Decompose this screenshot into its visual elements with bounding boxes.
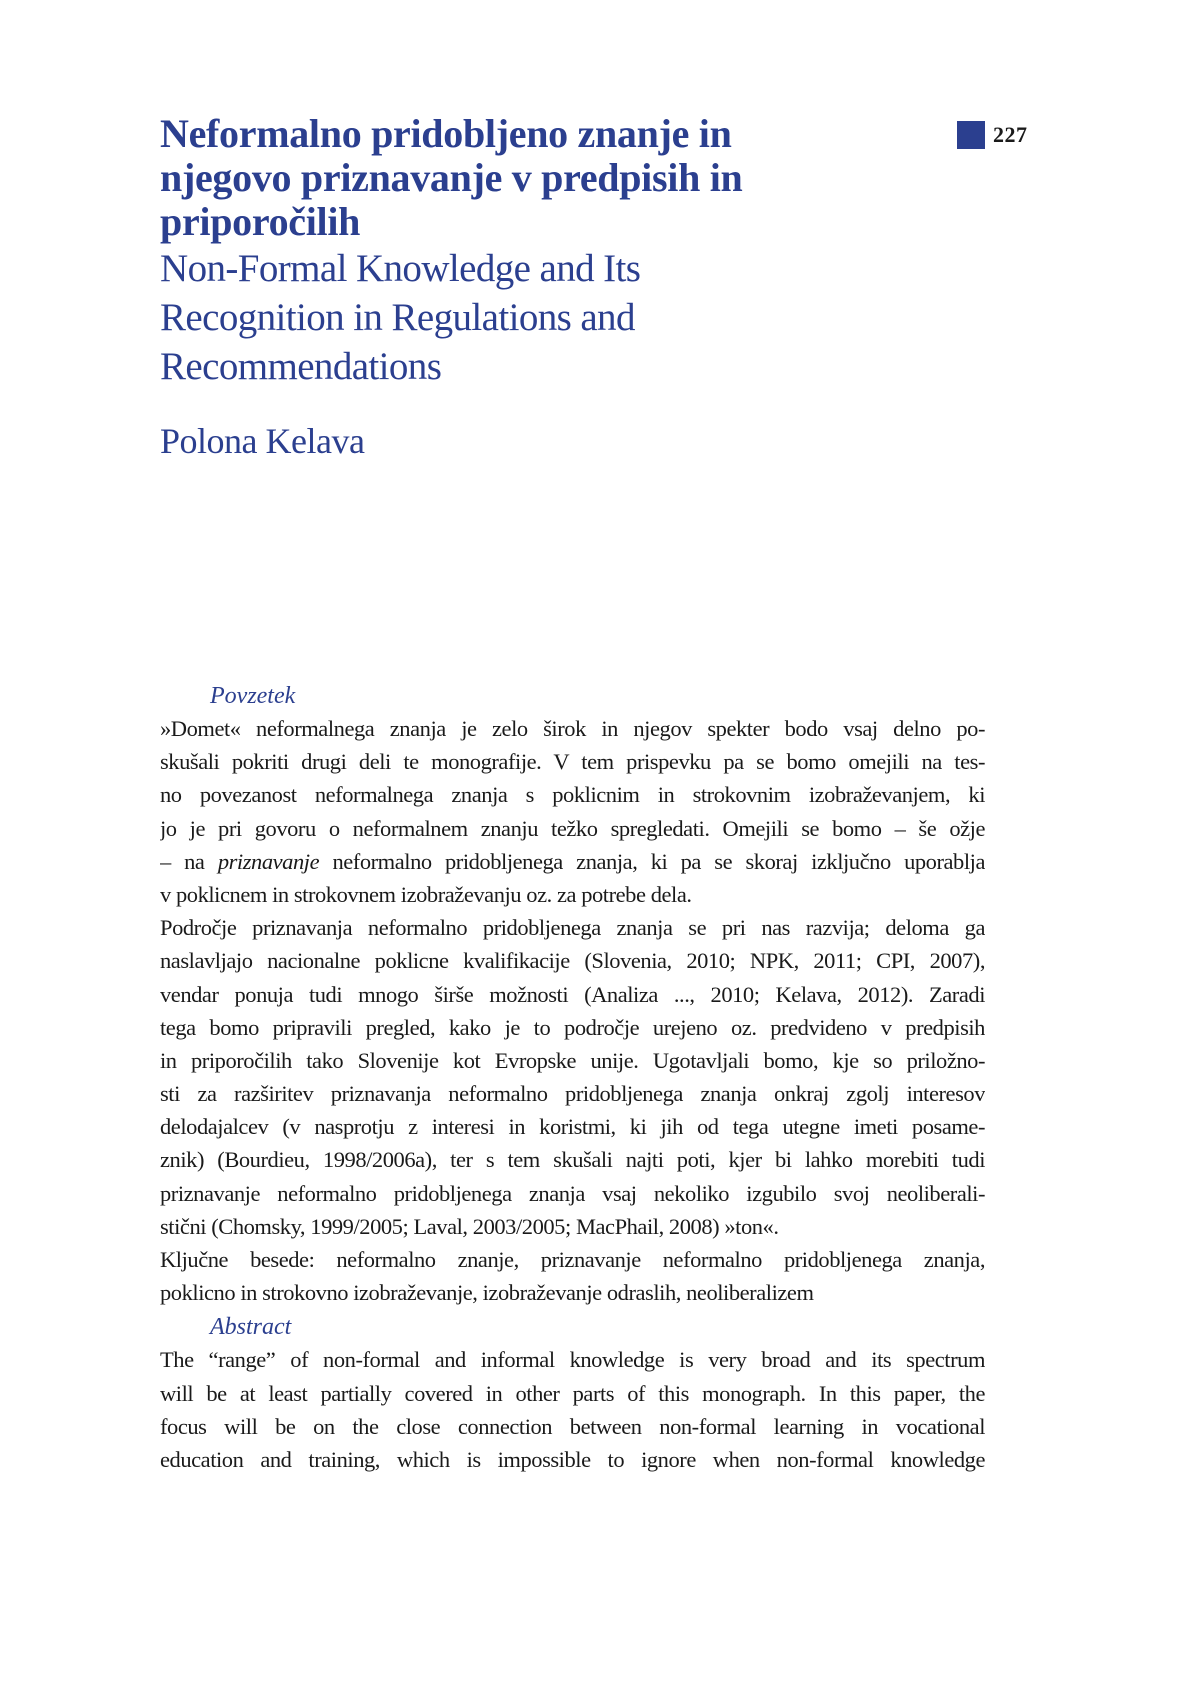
author-name: Polona Kelava: [160, 421, 365, 461]
title-slovenian: [160, 112, 880, 244]
text-line: naslavljajo nacionalne poklicne kvalifikacije (Slovenia, 2010; NPK, 2011; CPI, 2007),: [160, 948, 985, 974]
title-sl-line: Neformalno pridobljeno znanje in: [160, 111, 732, 156]
text-line: »Domet« neformalnega znanja je zelo širok in njegov spekter bodo vsaj delno po-: [160, 716, 985, 741]
title-english: [160, 244, 880, 391]
text-line: delodajalcev (v nasprotju z interesi in koristmi, ki jih od tega utegne imeti posame-: [160, 1114, 985, 1140]
text-line: education and training, which is impossible to ignore when non-formal knowledge: [160, 1446, 985, 1472]
title-sl-line: priporočilih: [160, 199, 361, 244]
text-line: skušali pokriti drugi deli te monografije. V tem prispevku pa se bomo omejili na tes-: [160, 749, 985, 775]
text-line: The “range” of non-formal and informal knowledge is very broad and its spectrum: [160, 1347, 985, 1373]
text-fragment: – na: [160, 848, 205, 874]
title-en-line: Recognition in Regulations and: [160, 296, 635, 339]
text-line: no povezanost neformalnega znanja s poklicnim in strokovnim izobraževanjem, ki: [160, 782, 985, 808]
povzetek-text: [160, 712, 985, 1243]
text-line: Področje priznavanja neformalno pridobljenega znanja se pri nas razvija; deloma ga: [160, 915, 985, 941]
page-number: 227: [993, 122, 1028, 147]
text-line: tega bomo pripravili pregled, kako je to področje urejeno oz. predvideno v predpisih: [160, 1014, 985, 1040]
text-line: jo je pri govoru o neformalnem znanju težko spregledati. Omejili se bomo – še ožje: [160, 815, 985, 841]
text-fragment: neformalno pridobljenega znanja, ki pa se skoraj izključno uporablja: [332, 848, 985, 874]
keywords-line: poklicno in strokovno izobraževanje, izobraževanje odraslih, neoliberalizem: [160, 1280, 814, 1306]
title-en-line: Recommendations: [160, 345, 442, 388]
title-en-line: Non-Formal Knowledge and Its: [160, 247, 641, 290]
page-number-marker: [957, 121, 1028, 149]
title-sl-line: njegovo priznavanje v predpisih in: [160, 155, 743, 200]
text-line: vendar ponuja tudi mnogo širše možnosti (Analiza ..., 2010; Kelava, 2012). Zaradi: [160, 981, 985, 1007]
abstract-text: [160, 1343, 985, 1476]
text-line: stični (Chomsky, 1999/2005; Laval, 2003/2005; MacPhail, 2008) »ton«.: [160, 1213, 779, 1239]
text-line: focus will be on the close connection between non-formal learning in vocational: [160, 1413, 985, 1439]
keywords: [160, 1243, 985, 1309]
article-header: [160, 112, 880, 461]
abstract-heading: Abstract: [210, 1314, 292, 1341]
emphasis-priznavanje: priznavanje: [217, 848, 320, 874]
text-line: priznavanje neformalno pridobljenega znanja vsaj nekoliko izgubilo svoj neoliberali-: [160, 1180, 985, 1206]
page-marker-square: [957, 121, 985, 149]
text-line: will be at least partially covered in other parts of this monograph. In this paper, the: [160, 1380, 985, 1406]
text-line: sti za razširitev priznavanja neformalno pridobljenega znanja onkraj zgolj interesov: [160, 1081, 985, 1107]
text-line: v poklicnem in strokovnem izobraževanju oz. za potrebe dela.: [160, 881, 692, 907]
article-body: [160, 680, 985, 1476]
text-line: [160, 845, 985, 878]
keywords-line: Ključne besede: neformalno znanje, priznavanje neformalno pridobljenega znanja,: [160, 1247, 985, 1272]
text-line: in priporočilih tako Slovenije kot Evropske unije. Ugotavljali bomo, kje so priložno-: [160, 1047, 985, 1073]
povzetek-heading: Povzetek: [210, 683, 296, 709]
text-line: znik) (Bourdieu, 1998/2006a), ter s tem skušali najti poti, kjer bi lahko morebiti tudi: [160, 1147, 985, 1173]
